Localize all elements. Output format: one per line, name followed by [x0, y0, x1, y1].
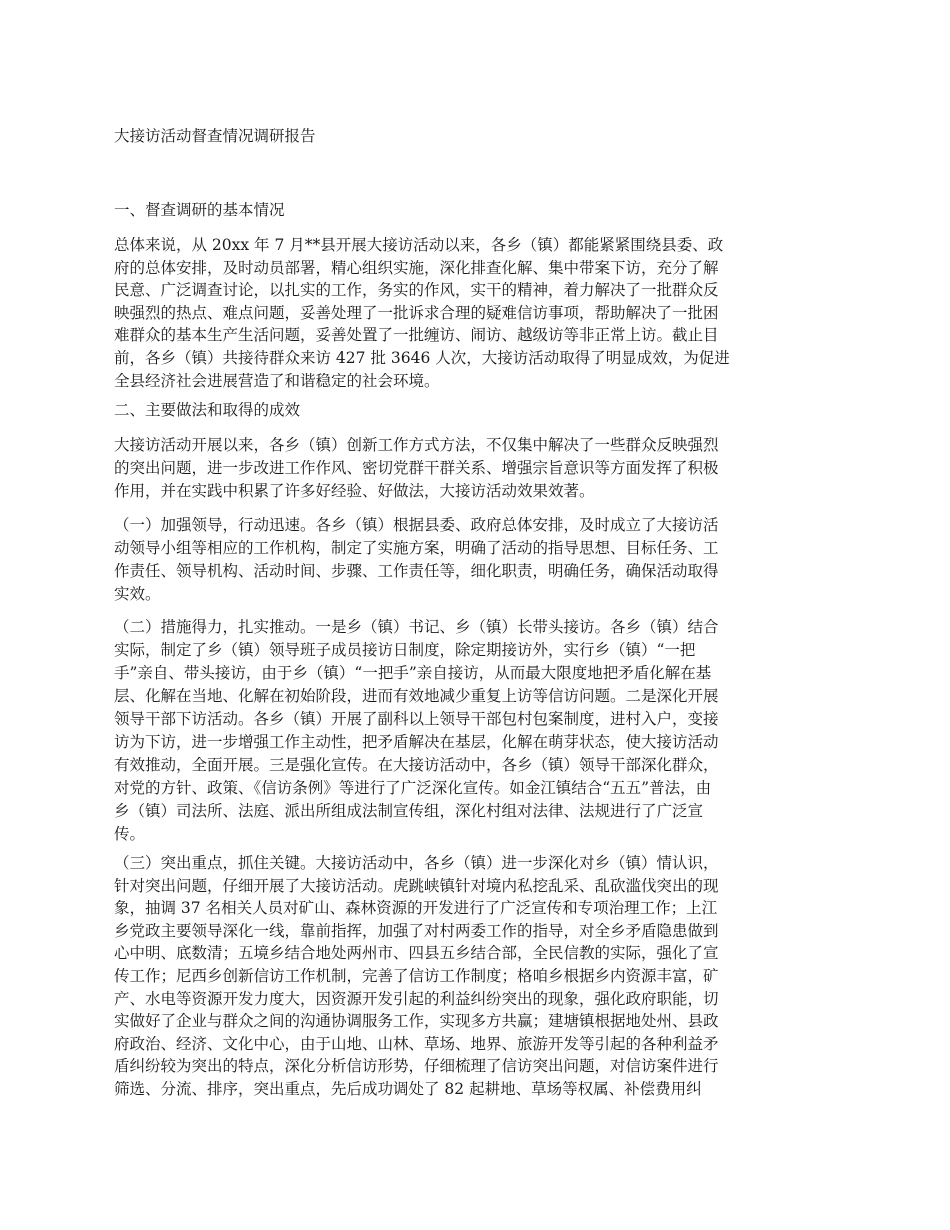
- text-line: 总体来说，从 20xx 年 7 月**县开展大接访活动以来，各乡（镇）都能紧紧围绕县委、政: [114, 236, 724, 254]
- text-line: 难群众的基本生产生活问题，妥善处置了一批缠访、闹访、越级访等非正常上访。截止目: [114, 326, 719, 345]
- text-line: 作用，并在实践中积累了许多好经验、好做法，大接访活动效果效著。: [114, 481, 595, 500]
- text-line: 动领导小组等相应的工作机构，制定了实施方案，明确了活动的指导思想、目标任务、工: [114, 539, 719, 557]
- text-line: 层、化解在当地、化解在初始阶段，进而有效地减少重复上访等信访问题。二是深化开展: [114, 687, 719, 705]
- text-line: 乡党政主要领导深化一线，靠前指挥，加强了对村两委工作的指导，对全乡矛盾隐患做到: [114, 921, 719, 940]
- text-line: 象，抽调 37 名相关人员对矿山、森林资源的开发进行了广泛宣传和专项治理工作；上江: [114, 899, 718, 918]
- text-line: 乡（镇）司法所、法庭、派出所组成法制宣传组，深化村组对法律、法规进行了广泛宣: [114, 802, 704, 820]
- text-line: 实际，制定了乡（镇）领导班子成员接访日制度，除定期接访外，实行乡（镇）“一把: [114, 641, 696, 659]
- text-line: 有效推动，全面开展。三是强化宣传。在大接访活动中，各乡（镇）领导干部深化群众，: [114, 756, 719, 774]
- text-line: （一）加强领导，行动迅速。各乡（镇）根据县委、政府总体安排，及时成立了大接访活: [114, 516, 719, 534]
- text-line: 府的总体安排，及时动员部署，精心组织实施，深化排查化解、集中带案下访，充分了解: [114, 258, 719, 277]
- document-title: 大接访活动督查情况调研报告: [114, 127, 316, 145]
- text-line: 领导干部下访活动。各乡（镇）开展了副科以上领导干部包村包案制度，进村入户，变接: [114, 710, 719, 728]
- text-line: 对党的方针、政策、《信访条例》等进行了广泛深化宣传。如金江镇结合“五五”普法，由: [114, 779, 712, 797]
- text-line: 盾纠纷较为突出的特点，深化分析信访形势，仔细梳理了信访突出问题，对信访案件进行: [114, 1057, 719, 1076]
- text-line: 传工作；尼西乡创新信访工作机制，完善了信访工作制度；格咱乡根据乡内资源丰富，矿: [114, 966, 719, 985]
- text-line: 访为下访，进一步增强工作主动性，把矛盾解决在基层，化解在萌芽状态，使大接访活动: [114, 733, 719, 751]
- text-line: 大接访活动开展以来，各乡（镇）创新工作方式方法，不仅集中解决了一些群众反映强烈: [114, 436, 719, 454]
- paragraph-item-1: [114, 514, 848, 606]
- text-line: 民意、广泛调查讨论，以扎实的工作，务实的作风，实干的精神，着力解决了一批群众反: [114, 281, 719, 300]
- section-heading-2: 二、主要做法和取得的成效: [114, 401, 301, 419]
- text-line: 映强烈的热点、难点问题，妥善处理了一批诉求合理的疑难信访事项，帮助解决了一批困: [114, 303, 719, 322]
- text-line: （二）措施得力，扎实推动。一是乡（镇）书记、乡（镇）长带头接访。各乡（镇）结合: [114, 618, 719, 636]
- section-heading-1: 一、督查调研的基本情况: [114, 201, 285, 219]
- text-line: 府政治、经济、文化中心，由于山地、山林、草场、地界、旅游开发等引起的各种利益矛: [114, 1034, 719, 1053]
- text-line: 前，各乡（镇）共接待群众来访 427 批 3646 人次，大接访活动取得了明显成效，为促进: [114, 348, 730, 367]
- text-line: 传。: [114, 825, 146, 843]
- text-line: 手”亲自、带头接访，由于乡（镇）“一把手”亲自接访，从而最大限度地把矛盾化解在基: [114, 664, 712, 682]
- text-line: 实效。: [114, 585, 161, 603]
- text-line: 实做好了企业与群众之间的沟通协调服务工作，实现多方共赢；建塘镇根据地处州、县政: [114, 1012, 719, 1031]
- text-line: 针对突出问题，仔细开展了大接访活动。虎跳峡镇针对境内私挖乱采、乱砍滥伐突出的现: [114, 876, 719, 895]
- text-line: 产、水电等资源开发力度大，因资源开发引起的利益纠纷突出的现象，强化政府职能，切: [114, 989, 719, 1008]
- text-line: （三）突出重点，抓住关键。大接访活动中，各乡（镇）进一步深化对乡（镇）情认识，: [114, 854, 719, 872]
- text-line: 的突出问题，进一步改进工作作风、密切党群干群关系、增强宗旨意识等方面发挥了积极: [114, 458, 719, 477]
- text-line: 筛选、分流、排序，突出重点，先后成功调处了 82 起耕地、草场等权属、补偿费用纠: [114, 1079, 702, 1098]
- text-line: 全县经济社会进展营造了和谐稳定的社会环境。: [114, 371, 440, 390]
- paragraph-overview: [114, 234, 848, 392]
- paragraph-item-2: [114, 616, 848, 846]
- text-line: 作责任、领导机构、活动时间、步骤、工作责任等，细化职责，明确任务，确保活动取得: [114, 562, 719, 580]
- text-line: 心中明、底数清；五境乡结合地处两州市、四县五乡结合部，全民信教的实际，强化了宣: [114, 944, 719, 963]
- paragraph-item-3: [114, 852, 848, 1101]
- paragraph-intro: [114, 434, 848, 502]
